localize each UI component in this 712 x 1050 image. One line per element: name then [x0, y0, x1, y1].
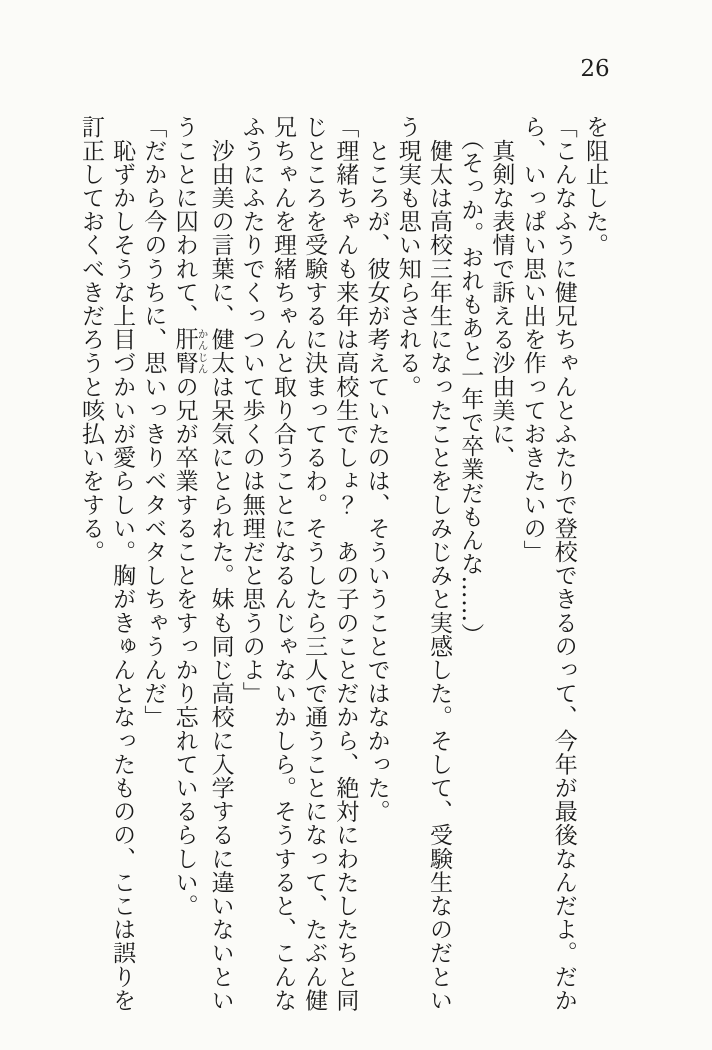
ruby-annotation: 肝腎 かんじん [171, 327, 209, 375]
text-body [75, 115, 610, 1015]
paragraph: （そっか。おれもあと一年で卒業だもんな……） [457, 115, 484, 647]
paragraph: 「だから今のうちに、思いっきりベタベタしちゃうんだ」 [140, 115, 167, 729]
paragraph: 真剣な表情で訴える沙由美に、 [488, 115, 515, 469]
paragraph: ところが、彼女が考えていたのは、そういうことではなかった。 [363, 115, 390, 823]
paragraph: 「こんなふうに健兄ちゃんとふたりで登校できるのって、今年が最後なんだよ。だから、いっぱい思い出を作っておきたいの」 [519, 115, 577, 1012]
paragraph: 健太は高校三年生になったことをしみじみと実感した。そして、受験生なのだという現実も思い知らされる。 [394, 115, 452, 1012]
page-number: 26 [580, 56, 610, 82]
paragraph: 「理緒ちゃんも来年は高校生でしょ？ あの子のことだから、絶対にわたしたちと同じところを受験するに決まってるわ。そうしたら三人で通うことになって、たぶん健兄ちゃんを理緒ちゃんと取り合うことになるんじゃないかしら。そうすると、こんなふうにふたりでくっついて歩くのは無理だと思うのよ」 [238, 115, 359, 1012]
paragraph: 恥ずかしそうな上目づかいが愛らしい。胸がきゅんとなったものの、ここは誤りを訂正しておくべきだろうと咳払いをする。 [77, 115, 136, 1012]
paragraph: 沙由美の言葉に、健太は呆気にとられた。妹も同じ高校に入学するに違いないということに囚われて、肝腎 かんじんの兄が卒業することをすっかり忘れているらしい。 [171, 115, 234, 1012]
paragraph: を阻止した。 [582, 115, 608, 257]
